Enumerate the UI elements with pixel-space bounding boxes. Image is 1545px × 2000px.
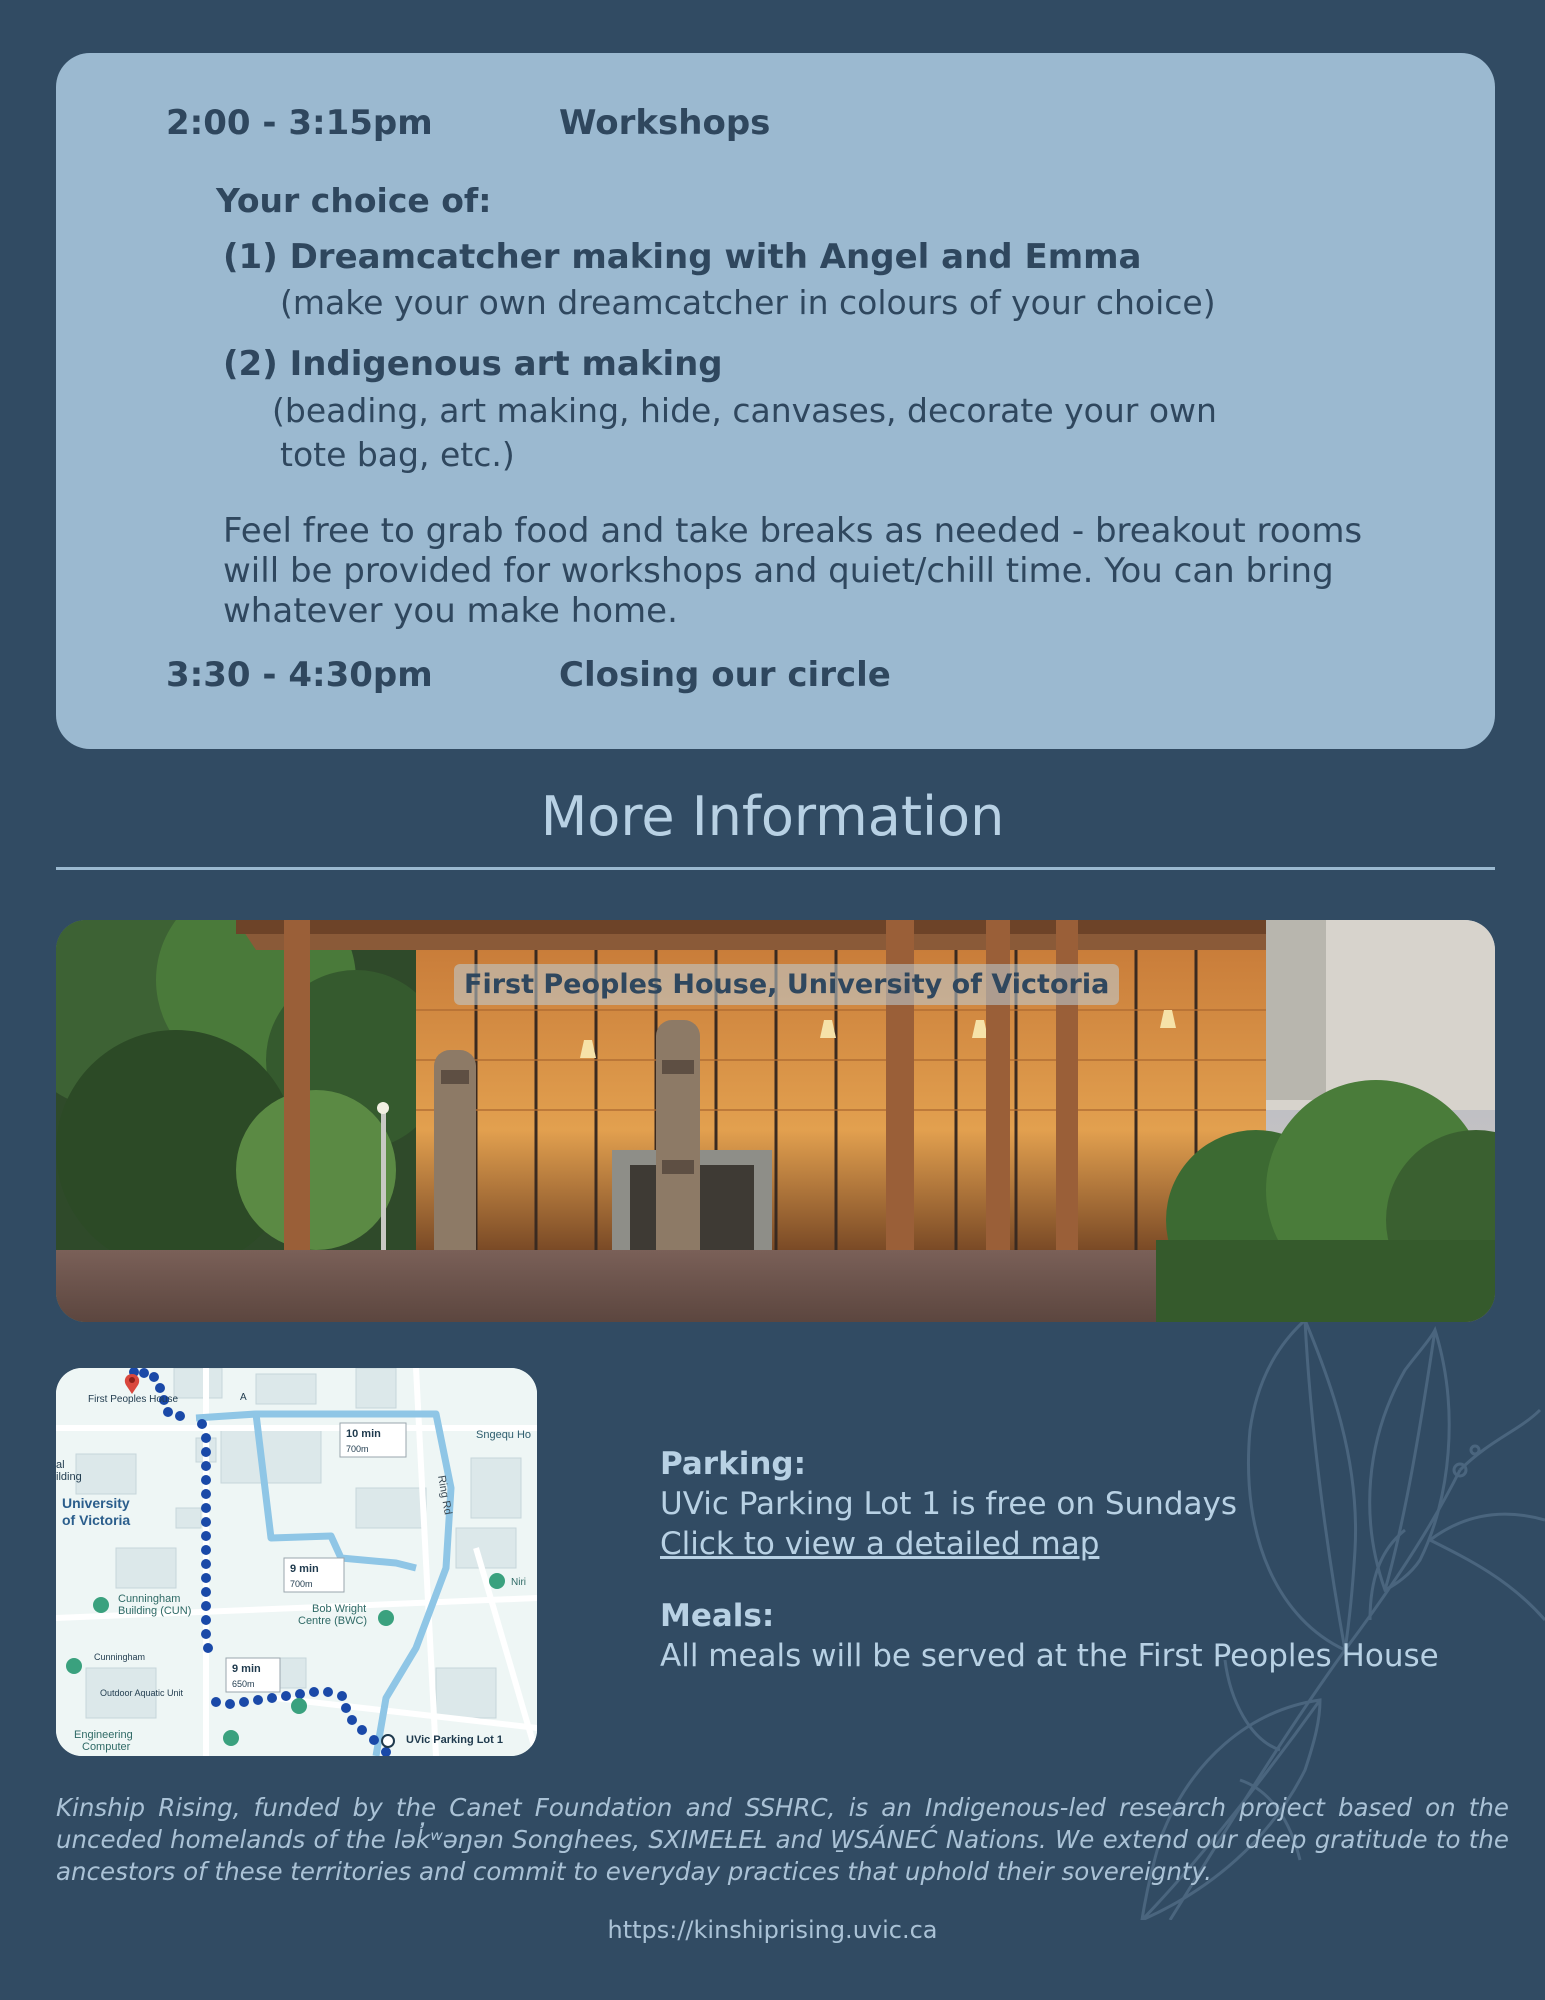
map-label-uvic-2: of Victoria xyxy=(62,1512,131,1528)
slot1-time: 2:00 - 3:15pm xyxy=(166,103,433,143)
parking-text: UVic Parking Lot 1 is free on Sundays xyxy=(660,1486,1237,1522)
map-label-niri: Niri xyxy=(511,1577,526,1588)
route1-time: 10 min xyxy=(346,1428,381,1440)
meals-heading: Meals: xyxy=(660,1598,775,1634)
map-label-ring-rd: Ring Rd xyxy=(435,1474,454,1516)
map-label-ilding: ilding xyxy=(56,1471,82,1483)
slot2-event: Closing our circle xyxy=(559,655,891,695)
map-label-lot1: UVic Parking Lot 1 xyxy=(406,1734,503,1746)
route3-dist: 650m xyxy=(232,1679,255,1689)
choice-heading: Your choice of: xyxy=(216,181,492,220)
land-acknowledgement: Kinship Rising, funded by the Canet Foundation and SSHRC, is an Indigenous-led research project based on the unceded homelands of the lək̓ʷəŋən Songhees, SXIMEȽEȽ and W̱SÁNEĆ Nations. We extend our deep gratitude to the ancestors of these territories and commit to everyday practices that uphold their sovereignty. xyxy=(56,1793,1509,1886)
section-divider xyxy=(56,867,1495,870)
parking-map[interactable] xyxy=(56,1368,537,1756)
route3-time: 9 min xyxy=(232,1663,261,1675)
schedule-card xyxy=(56,53,1495,749)
detailed-map-link[interactable]: Click to view a detailed map xyxy=(660,1526,1100,1562)
map-label-a: A xyxy=(240,1392,247,1403)
map-graphic xyxy=(56,1368,537,1756)
route2-dist: 700m xyxy=(290,1579,313,1589)
slot1-event: Workshops xyxy=(559,103,771,143)
map-label-cun-1: Cunningham xyxy=(118,1593,181,1605)
route1-dist: 700m xyxy=(346,1444,369,1454)
map-label-outdoor: Outdoor Aquatic Unit xyxy=(100,1688,184,1698)
map-label-eng-1: Engineering xyxy=(74,1729,133,1741)
option2-desc-line1: (beading, art making, hide, canvases, decorate your own xyxy=(272,391,1217,430)
map-label-first-peoples-house: First Peoples House xyxy=(88,1394,179,1405)
map-label-sngequ: Sngequ Ho xyxy=(476,1429,532,1441)
meals-text: All meals will be served at the First Peoples House xyxy=(660,1638,1439,1674)
option2-title: (2) Indigenous art making xyxy=(223,344,723,384)
parking-section xyxy=(660,1446,1237,1562)
schedule-note: Feel free to grab food and take breaks as needed - breakout rooms will be provided for workshops and quiet/chill time. You can bring whatever you make home. xyxy=(223,511,1363,631)
parking-heading: Parking: xyxy=(660,1446,806,1482)
more-information-title: More Information xyxy=(540,785,1005,848)
slot2-time: 3:30 - 4:30pm xyxy=(166,655,433,695)
option1-title: (1) Dreamcatcher making with Angel and Emma xyxy=(223,237,1142,277)
route2-time: 9 min xyxy=(290,1563,319,1575)
option1-desc: (make your own dreamcatcher in colours of your choice) xyxy=(280,283,1216,322)
map-label-uvic-1: University xyxy=(62,1495,130,1511)
map-label-bwc-1: Bob Wright xyxy=(312,1603,367,1615)
first-peoples-house-photo xyxy=(56,920,1495,1322)
map-label-bwc-2: Centre (BWC) xyxy=(298,1615,368,1627)
map-label-al: al xyxy=(56,1459,65,1471)
photo-caption: First Peoples House, University of Victoria xyxy=(454,964,1119,1005)
meals-section xyxy=(660,1598,1439,1674)
map-label-cunningham: Cunningham xyxy=(94,1652,146,1662)
map-label-cun-2: Building (CUN) xyxy=(118,1605,192,1617)
map-label-eng-2: Computer xyxy=(82,1741,131,1753)
option2-desc-line2: tote bag, etc.) xyxy=(280,435,515,474)
website-url[interactable]: https://kinshiprising.uvic.ca xyxy=(607,1916,938,1944)
